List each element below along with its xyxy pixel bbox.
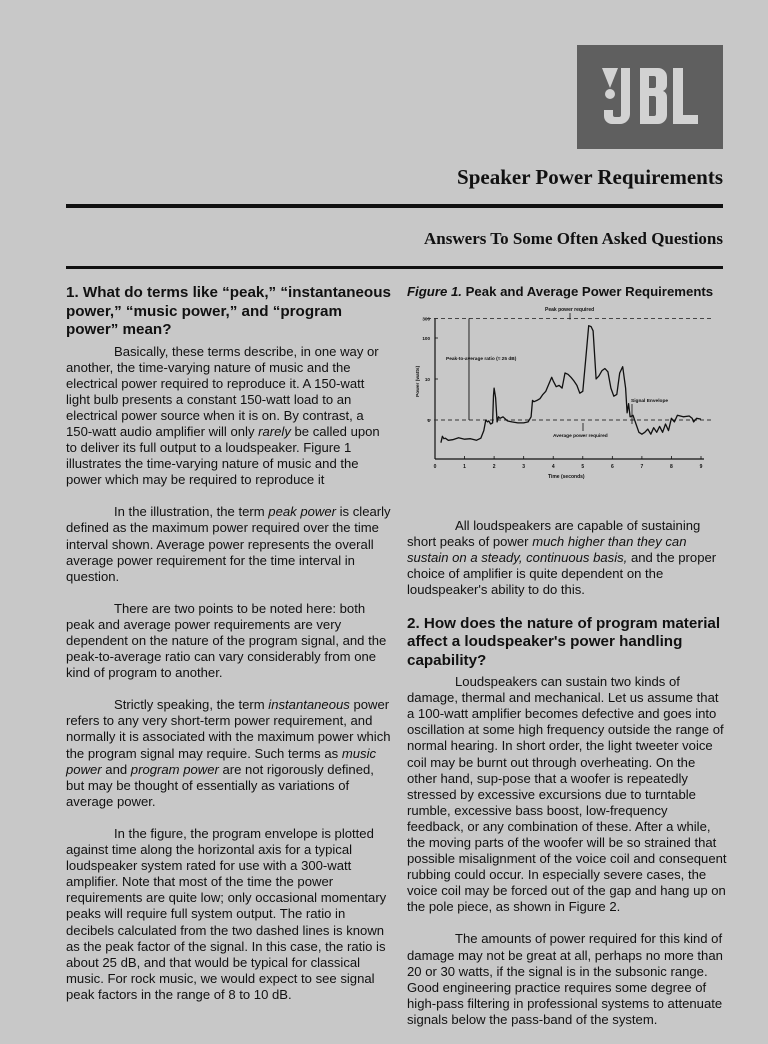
question-1-heading: 1. What do terms like “peak,” “instantaneous power,” “music power,” and “program power” mean? [66, 284, 391, 338]
figure-caption-text: Peak and Average Power Requirements [461, 284, 714, 299]
jbl-logo-mark [600, 66, 700, 128]
y-tick-label: 1 [427, 418, 430, 423]
emphasis-text: peak power [268, 504, 336, 520]
text-run: and [101, 761, 131, 777]
text-run: Loudspeakers can sustain two kinds of damage, thermal and mechanical. Let us assume that a 100-watt amplifier becomes defective and goes into oscillation at some high frequency outside the range of normal hearing. In short order, the light tweeter voice coil may be burnt out through overheating. On the other hand, sup-pose that a woofer is repeatedly stressed by excessive excursions due to turntable rumble, excessive bass boost, low-frequency feedback, or any combination of these. After a while, the moving parts of the woofer will be so strained that possible misalignment of the voice coil and consequent rubbing could occur. In especially severe cases, the voice coil may be forced out of the gap and hang up on the pole piece, as shown in Figure 2. [407, 674, 727, 915]
chart-svg [400, 300, 730, 490]
text-run: Strictly speaking, the term [114, 697, 269, 713]
figure-label: Figure 1. [407, 284, 462, 299]
annotation-envelope: Signal Envelope [631, 399, 669, 404]
text-run: Basically, these terms describe, in one way or another, the time-varying nature of music and the electrical power required to reproduce it. A 150-watt light bulb presents a constant 150-watt load to an electrical power source when it is on. By contrast, a 150-watt audio amplifier will only [66, 343, 379, 439]
paragraph [66, 601, 391, 681]
annotation-peak: Peak power required [545, 307, 595, 313]
x-tick-label: 0 [433, 464, 437, 470]
x-axis-label: Time (seconds) [548, 474, 585, 480]
divider-thin [66, 266, 723, 269]
emphasis-text: much higher than they can sustain on a steady, continuous basis, [407, 534, 687, 566]
figure-caption [407, 284, 727, 300]
annotation-average: Average power required [553, 434, 608, 439]
paragraph [407, 931, 727, 1028]
left-column [66, 284, 391, 1019]
x-tick-label: 9 [699, 464, 703, 470]
paragraph [66, 826, 391, 1003]
x-tick-label: 3 [522, 464, 526, 470]
y-axis-label: Power (watts) [416, 365, 421, 397]
page-title: Speaker Power Requirements [457, 165, 723, 189]
page-subtitle: Answers To Some Often Asked Questions [424, 229, 723, 248]
emphasis-text: music power [66, 745, 377, 777]
paragraph [407, 518, 727, 598]
jbl-logo [577, 45, 723, 149]
paragraph [66, 504, 391, 584]
text-run: All loudspeakers are capable of sustaining short peaks of power [407, 518, 701, 550]
x-tick-label: 5 [581, 464, 585, 470]
question-2-heading: 2. How does the nature of program material affect a loudspeaker's power handling capability? [407, 614, 721, 669]
emphasis-text: rarely [258, 423, 291, 439]
x-tick-label: 6 [610, 464, 614, 470]
paragraph [66, 697, 391, 810]
text-run: There are two points to be noted here: both peak and average power requirements are very dependent on the nature of the program signal, and the peak-to-average ratio can vary considerably from one kind of program to another. [66, 600, 387, 681]
paragraph [407, 674, 727, 915]
text-run: and the proper choice of amplifier is quite dependent on the loudspeaker's ability to do this. [407, 550, 717, 598]
x-tick-label: 2 [492, 464, 496, 470]
annotation-ratio: Peak-to-average ratio (≈ 25 dB) [446, 357, 517, 362]
x-tick-label: 1 [463, 464, 466, 470]
emphasis-text: instantaneous [268, 697, 350, 713]
text-run: is clearly defined as the maximum power required over the time interval shown. Average power represents the overall average power requirement for the time interval in question. [66, 504, 391, 584]
text-run: be called upon to deliver its full output to a loudspeaker. Figure 1 illustrates the time-varying nature of music and the power which may be required to reproduce it [66, 423, 380, 488]
x-tick-label: 4 [551, 464, 555, 470]
figure-1-chart [400, 300, 730, 490]
y-tick-label: 300 [422, 316, 430, 322]
signal-envelope-line [441, 326, 701, 443]
x-tick-label: 7 [640, 464, 644, 470]
text-run: In the illustration, the term [114, 504, 269, 520]
y-tick-label: 100 [422, 336, 430, 341]
paragraph [66, 344, 391, 489]
text-run: In the figure, the program envelope is plotted against time along the horizontal axis for a typical loudspeaker system rated for use with a 300-watt amplifier. Note that most of the time the power requirements are quite low; only occasional momentary peaks will require full system output. The ratio in decibels calculated from the two dashed lines is known as the peak factor of the signal. In this case, the ratio is about 25 dB, and that would be typical for classical music. For rock music, we would expect to see signal peak factors in the range of 8 to 10 dB. [66, 825, 387, 1002]
text-run: are not rigorously defined, but may be thought of essentially as variations of average power. [66, 761, 374, 809]
text-run: power refers to any very short-term power requirement, and normally it is associated with the maximum power which the program signal may require. Such terms as [66, 697, 391, 761]
x-tick-label: 8 [670, 464, 673, 470]
text-run: The amounts of power required for this kind of damage may not be great at all, perhaps no more than 20 or 30 watts, if the signal is in the subsonic range. Good engineering practice requires some degree of high-pass filtering in professional systems to attenuate signals below the pass-band of the system. [407, 931, 723, 1027]
divider-thick [66, 204, 723, 208]
emphasis-text: program power [130, 761, 219, 777]
y-tick-label: 10 [424, 377, 430, 382]
